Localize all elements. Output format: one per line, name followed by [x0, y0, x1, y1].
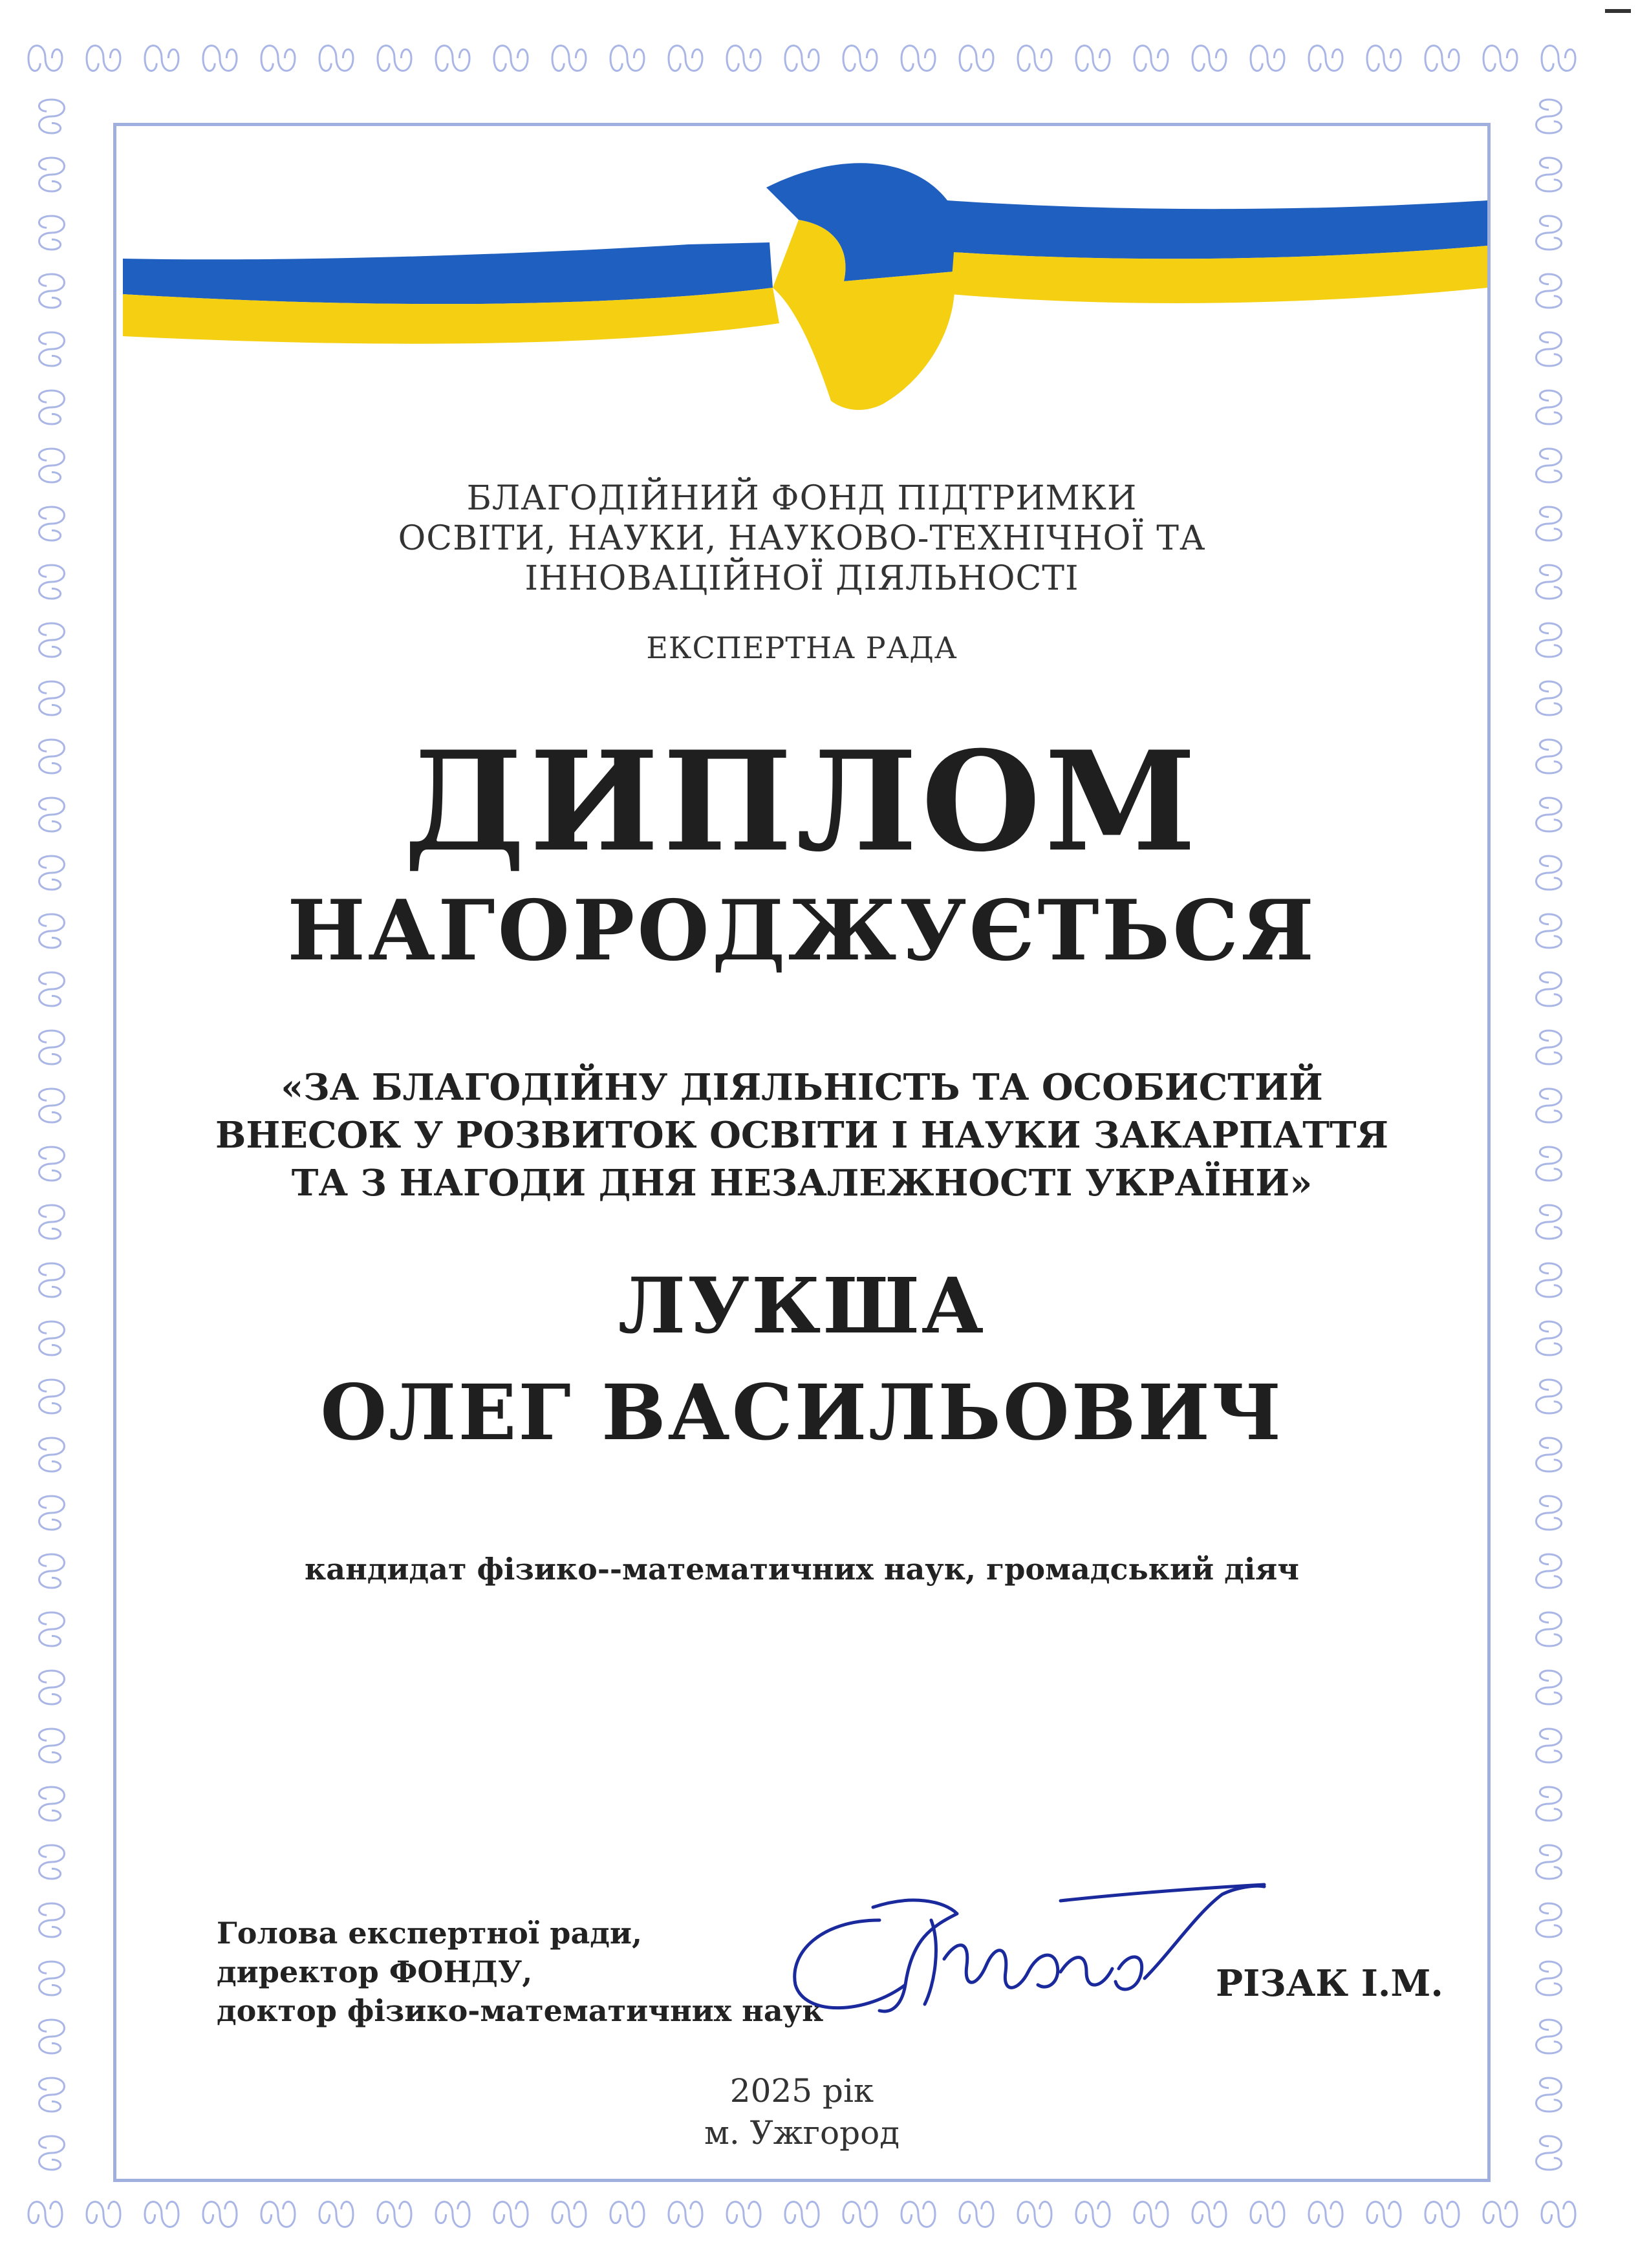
ornament-motif [1536, 1263, 1562, 1297]
ornament-motif [39, 332, 64, 366]
ornament-motif [1192, 46, 1226, 71]
ornament-motif [1309, 46, 1342, 71]
ornament-motif [39, 216, 64, 250]
ornament-motif [1536, 1147, 1562, 1181]
ornament-motif [1536, 1671, 1562, 1704]
ornament-motif [1536, 856, 1562, 890]
signatory-title-line-3: доктор фізико-математичних наук [217, 1993, 824, 2028]
ornament-motif [261, 2201, 295, 2227]
ornament-motif [39, 1612, 64, 1646]
ornament-motif [1536, 914, 1562, 948]
ornament-motif [87, 46, 120, 71]
ornament-motif [39, 565, 64, 599]
organization-line-2: ОСВІТИ, НАУКИ, НАУКОВО-ТЕХНІЧНОЇ ТА [398, 519, 1206, 558]
ornament-motif [1076, 46, 1110, 71]
awarded-subtitle: НАГОРОДЖУЄТЬСЯ [287, 883, 1317, 979]
ornament-motif [39, 1031, 64, 1064]
ornament-motif [436, 46, 469, 71]
ribbon-blue-band-right [947, 200, 1487, 259]
ornament-motif [261, 46, 295, 71]
ornament-motif [39, 2136, 64, 2170]
ornament-motif [1134, 46, 1168, 71]
ornament-motif [1192, 2201, 1226, 2227]
ornament-motif [1536, 623, 1562, 657]
ornament-motif [552, 2201, 586, 2227]
ornament-motif [39, 1380, 64, 1413]
ornament-motif [727, 2201, 760, 2227]
ornament-motif [1536, 216, 1562, 250]
ornament-motif [39, 1089, 64, 1122]
ornament-motif [145, 2201, 178, 2227]
ornament-motif [1536, 1205, 1562, 1239]
issue-city: м. Ужгород [704, 2114, 900, 2152]
organization-line-3: ІННОВАЦІЙНОЇ ДІЯЛЬНОСТІ [524, 559, 1079, 598]
ornament-motif [1536, 1962, 1562, 1995]
ornament-motif [1542, 46, 1575, 71]
ornament-motif [319, 46, 353, 71]
ornament-motif [785, 2201, 819, 2227]
ornament-motif [39, 1147, 64, 1181]
ornament-motif [87, 2201, 120, 2227]
ornament-motif [39, 1438, 64, 1471]
ornament-motif [1536, 1380, 1562, 1413]
ornament-motif [669, 2201, 702, 2227]
ornament-motif [1536, 2136, 1562, 2170]
ornament-motif [39, 681, 64, 715]
ornament-motif [39, 1903, 64, 1937]
ornament-motif [1536, 2078, 1562, 2112]
ornament-motif [145, 46, 178, 71]
ribbon-blue-band-left [123, 242, 773, 304]
ornament-motif [1483, 2201, 1517, 2227]
signatory-title-line-2: директор ФОНДУ, [217, 1954, 533, 1989]
ornament-motif [1536, 2020, 1562, 2053]
ornament-motif [1536, 1903, 1562, 1937]
ornament-motif [39, 1845, 64, 1879]
ornament-motif [1134, 2201, 1168, 2227]
recipient-given-names: ОЛЕГ ВАСИЛЬОВИЧ [320, 1367, 1284, 1457]
award-reason-line-2: ВНЕСОК У РОЗВИТОК ОСВІТИ І НАУКИ ЗАКАРПАТТЯ [215, 1114, 1388, 1157]
ornament-motif [1536, 274, 1562, 308]
ornament-motif [610, 46, 644, 71]
ornament-motif [1367, 2201, 1401, 2227]
handwritten-signature [782, 1875, 1267, 2037]
issue-year: 2025 рік [729, 2072, 874, 2110]
ornament-motif [1536, 798, 1562, 831]
ornament-motif [39, 2020, 64, 2053]
ornament-motif [39, 1671, 64, 1704]
ornament-motif [378, 46, 411, 71]
ornament-motif [785, 46, 819, 71]
ornament-motif [1309, 2201, 1342, 2227]
ornament-motif [1536, 565, 1562, 599]
ornament-motif [39, 914, 64, 948]
ornament-motif [28, 46, 62, 71]
ornament-motif [1536, 1845, 1562, 1879]
ornament-motif [1536, 332, 1562, 366]
ornament-motif [494, 46, 528, 71]
ornament-motif [843, 46, 877, 71]
ornament-motif [552, 46, 586, 71]
ornament-motif [39, 158, 64, 191]
ornament-motif [39, 1787, 64, 1821]
ornament-motif [1536, 1729, 1562, 1762]
ornament-motif [727, 46, 760, 71]
ornament-motif [1076, 2201, 1110, 2227]
ornament-motif [39, 1205, 64, 1239]
ornament-motif [1536, 1554, 1562, 1588]
diploma-title: ДИПЛОМ [404, 721, 1200, 882]
ornament-motif [1536, 158, 1562, 191]
ornament-motif [39, 1496, 64, 1530]
ornament-motif [39, 2078, 64, 2112]
ornament-motif [436, 2201, 469, 2227]
ornament-motif [1536, 449, 1562, 482]
ornament-motif [39, 1321, 64, 1355]
ornament-motif [1536, 1438, 1562, 1471]
ornament-motif [39, 798, 64, 831]
ornament-motif [203, 2201, 237, 2227]
ornament-motif [39, 507, 64, 540]
ornament-motif [1367, 46, 1401, 71]
ornament-motif [1536, 390, 1562, 424]
ornament-motif [1251, 46, 1284, 71]
award-reason-line-3: ТА З НАГОДИ ДНЯ НЕЗАЛЕЖНОСТІ УКРАЇНИ» [291, 1162, 1313, 1204]
ornament-motif [494, 2201, 528, 2227]
ornament-motif [1018, 46, 1051, 71]
award-reason [113, 1064, 1491, 1207]
award-reason-line-1: «ЗА БЛАГОДІЙНУ ДІЯЛЬНІСТЬ ТА ОСОБИСТИЙ [281, 1066, 1323, 1109]
ornament-motif [1536, 972, 1562, 1006]
ornament-motif [39, 390, 64, 424]
expert-council-label: ЕКСПЕРТНА РАДА [646, 630, 958, 665]
recipient-degree: кандидат фізико--математичних наук, громадський діяч [305, 1552, 1299, 1587]
ornament-motif [610, 2201, 644, 2227]
ornament-motif [28, 2201, 62, 2227]
ornament-motif [843, 2201, 877, 2227]
ornament-motif [1425, 46, 1459, 71]
ornament-motif [1536, 1496, 1562, 1530]
ornament-motif [1536, 1089, 1562, 1122]
ornament-motif [901, 2201, 935, 2227]
ornament-motif [39, 623, 64, 657]
ornament-motif [39, 740, 64, 773]
ornament-motif [1536, 100, 1562, 133]
flag-ribbon-image [120, 149, 1491, 420]
ornament-motif [39, 1554, 64, 1588]
ornament-motif [1542, 2201, 1575, 2227]
signatory-title [217, 1914, 823, 2030]
ornament-motif [1536, 1031, 1562, 1064]
ornament-motif [1425, 2201, 1459, 2227]
organization-name [113, 478, 1491, 599]
ornament-motif [39, 1263, 64, 1297]
recipient-surname: ЛУКША [618, 1261, 986, 1351]
ornament-motif [39, 100, 64, 133]
ornament-motif [1536, 507, 1562, 540]
ornament-motif [1251, 2201, 1284, 2227]
signatory-name: РІЗАК І.М. [1216, 1962, 1443, 2005]
ornament-motif [960, 46, 993, 71]
ornament-motif [39, 1962, 64, 1995]
organization-line-1: БЛАГОДІЙНИЙ ФОНД ПІДТРИМКИ [466, 479, 1137, 518]
ornament-motif [901, 46, 935, 71]
ornament-motif [1536, 1321, 1562, 1355]
ornament-motif [378, 2201, 411, 2227]
ornament-motif [39, 972, 64, 1006]
ornament-motif [960, 2201, 993, 2227]
ornament-motif [1483, 46, 1517, 71]
ornament-motif [39, 449, 64, 482]
ornament-motif [1536, 740, 1562, 773]
ornament-motif [203, 46, 237, 71]
signatory-title-line-1: Голова експертної ради, [217, 1916, 643, 1951]
ornament-motif [39, 856, 64, 890]
ornament-motif [39, 1729, 64, 1762]
ornament-motif [1536, 681, 1562, 715]
ornament-motif [1018, 2201, 1051, 2227]
ornament-motif [319, 2201, 353, 2227]
ornament-motif [1536, 1787, 1562, 1821]
ornament-motif [39, 274, 64, 308]
ornament-motif [1536, 1612, 1562, 1646]
ornament-motif [669, 46, 702, 71]
